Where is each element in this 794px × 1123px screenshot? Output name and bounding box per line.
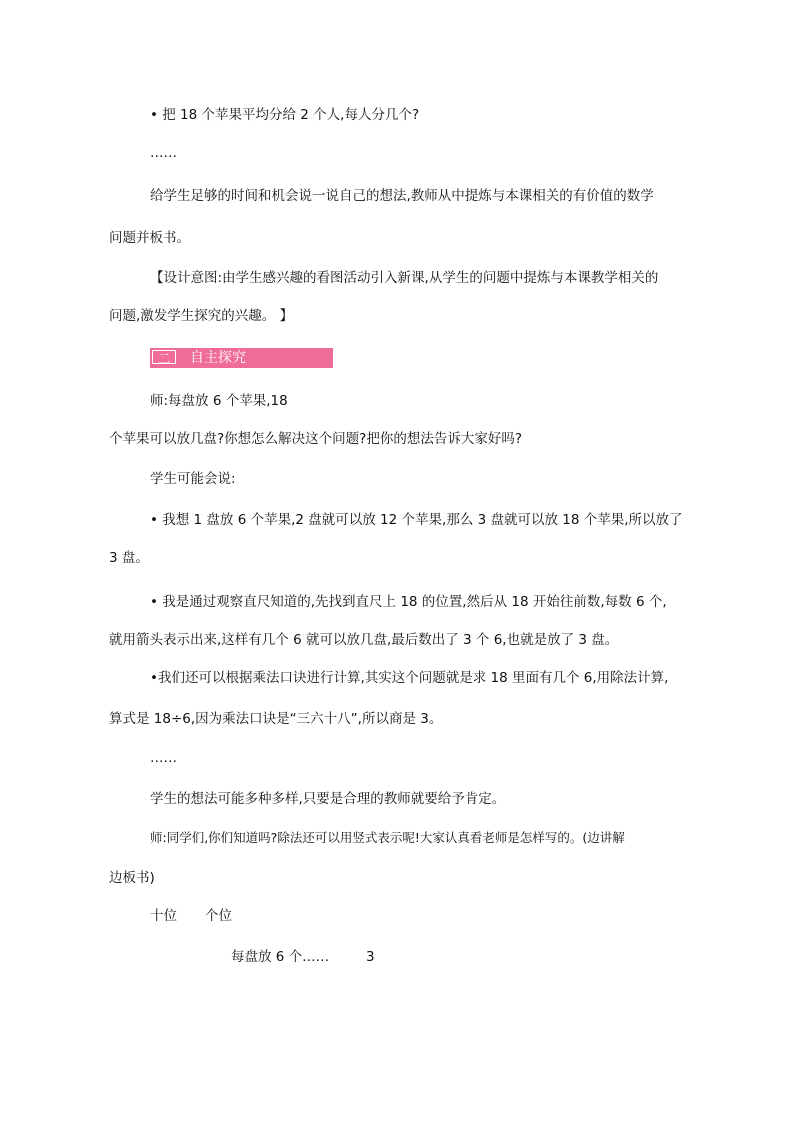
student-answer-line: 3 盘。 bbox=[109, 550, 149, 566]
design-intent-line: 【设计意图:由学生感兴趣的看图活动引入新课,从学生的问题中提炼与本课教学相关的 bbox=[150, 270, 659, 286]
paragraph-line: 给学生足够的时间和机会说一说自己的想法,教师从中提炼与本课相关的有价值的数学 bbox=[150, 188, 654, 204]
student-answer-line: •我们还可以根据乘法口诀进行计算,其实这个问题就是求 18 里面有几个 6,用除法计算, bbox=[150, 670, 669, 686]
section-number-box bbox=[152, 350, 176, 367]
design-intent-line: 问题,激发学生探究的兴趣。 】 bbox=[109, 308, 294, 324]
teacher-line: 个苹果可以放几盘?你想怎么解决这个问题?把你的想法告诉大家好吗? bbox=[109, 431, 522, 447]
student-answer-line: 就用箭头表示出来,这样有几个 6 就可以放几盘,最后数出了 3 个 6,也就是放了 3 盘。 bbox=[109, 632, 619, 648]
paragraph-line: 学生的想法可能多种多样,只要是合理的教师就要给予肯定。 bbox=[150, 791, 506, 807]
ellipsis: …… bbox=[150, 750, 177, 766]
student-answer-line: 算式是 18÷6,因为乘法口诀是“三六十八”,所以商是 3。 bbox=[109, 711, 443, 727]
section-banner bbox=[150, 348, 333, 368]
student-intro: 学生可能会说: bbox=[150, 471, 236, 487]
bullet-question: • 把 18 个苹果平均分给 2 个人,每人分几个? bbox=[150, 107, 420, 123]
column-label-tens: 十位 bbox=[150, 908, 177, 924]
section-title: 自主探究 bbox=[190, 350, 246, 366]
quotient-digit: 3 bbox=[366, 949, 375, 965]
teacher-line: 师:每盘放 6 个苹果,18 bbox=[150, 393, 288, 409]
teacher-line: 边板书) bbox=[109, 870, 155, 886]
paragraph-line: 问题并板书。 bbox=[109, 230, 190, 246]
ellipsis: …… bbox=[150, 145, 177, 161]
column-label-ones: 个位 bbox=[205, 908, 232, 924]
student-answer-line: • 我想 1 盘放 6 个苹果,2 盘就可以放 12 个苹果,那么 3 盘就可以放 18 个苹果,所以放了 bbox=[150, 512, 683, 528]
section-number: 二 bbox=[157, 352, 171, 367]
student-answer-line: • 我是通过观察直尺知道的,先找到直尺上 18 的位置,然后从 18 开始往前数,每数 6 个, bbox=[150, 594, 667, 610]
teacher-line: 师:同学们,你们知道吗?除法还可以用竖式表示呢!大家认真看老师是怎样写的。(边讲解 bbox=[150, 830, 625, 845]
division-annotation: 每盘放 6 个…… bbox=[231, 949, 330, 965]
